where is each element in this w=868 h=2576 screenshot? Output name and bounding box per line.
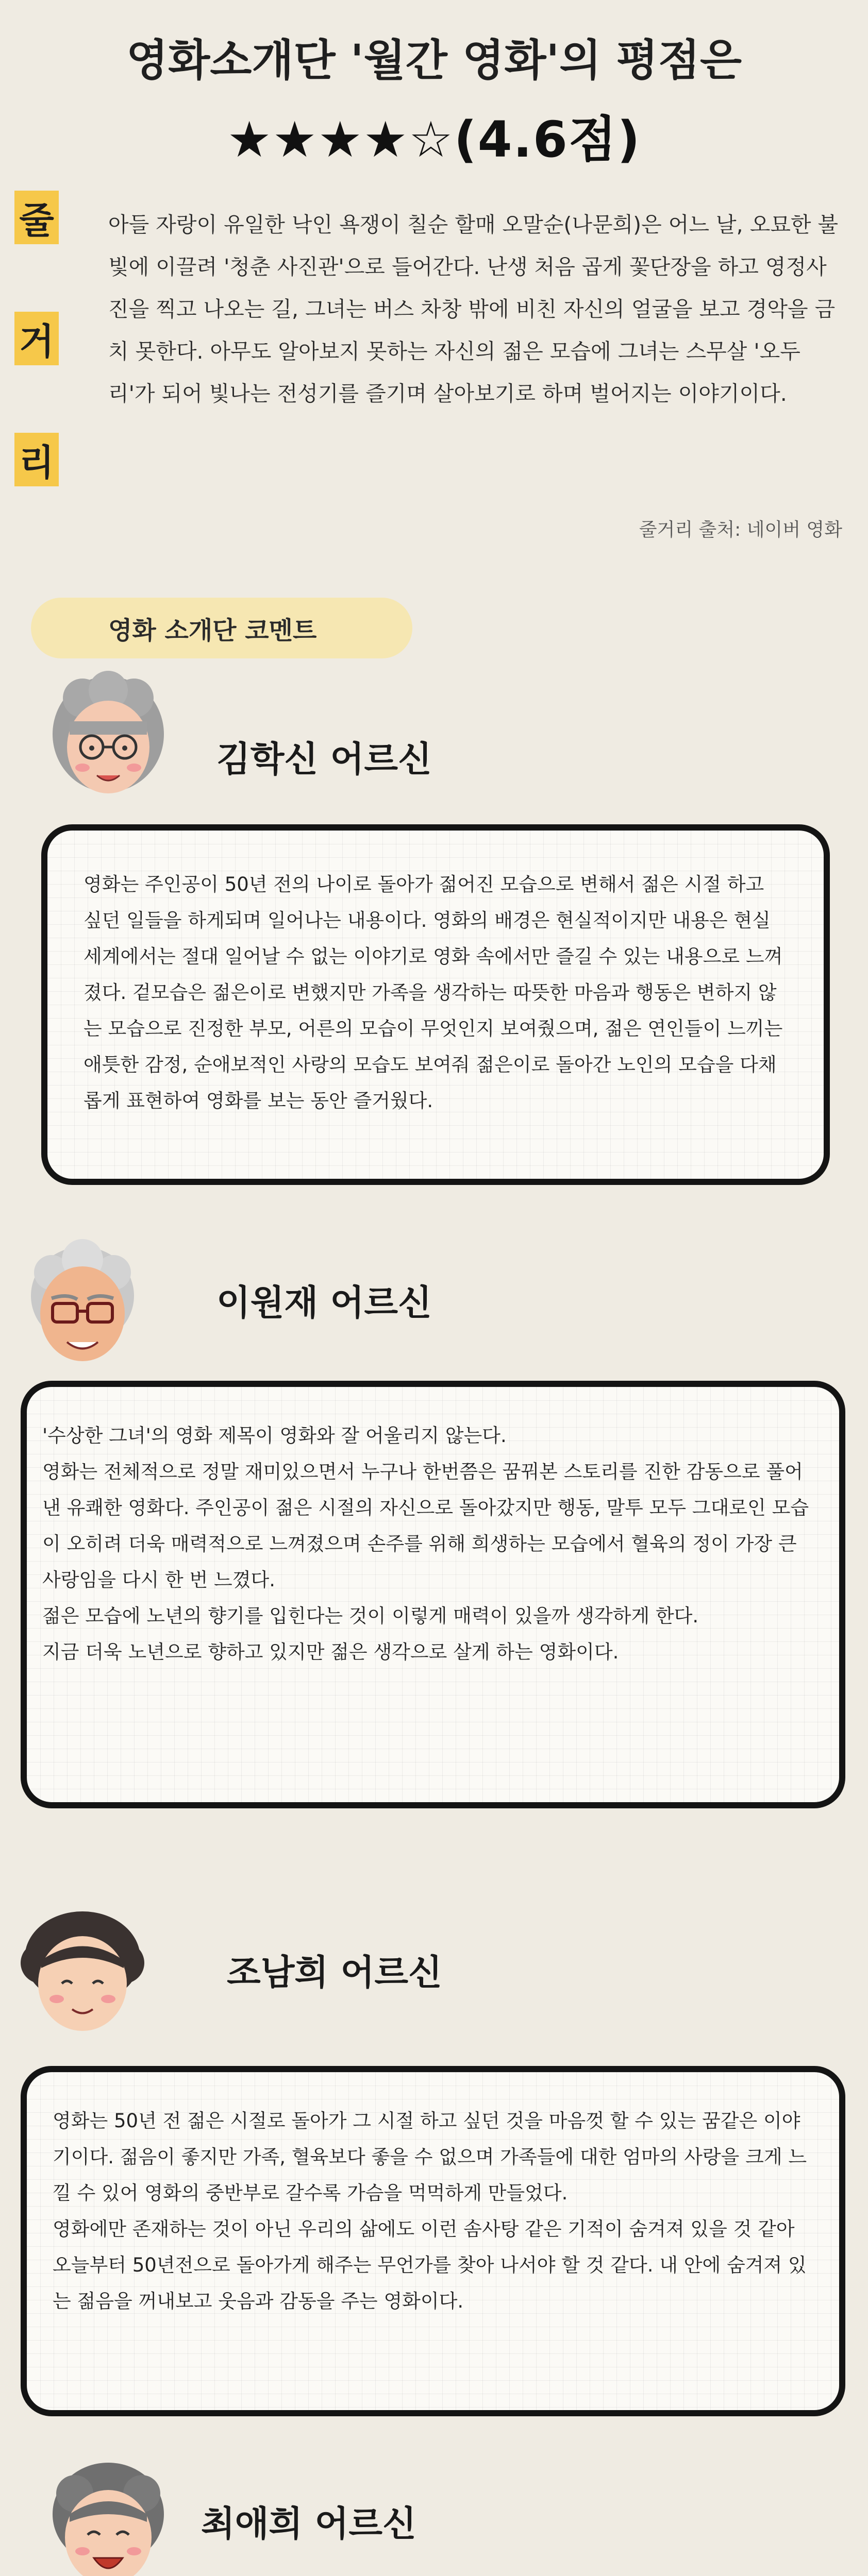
avatar-grandmother-smiling-icon — [21, 1906, 144, 2045]
rating-score: (4.6점) — [454, 111, 641, 168]
synopsis-label-char-3: 리 — [14, 433, 59, 486]
comment-card — [41, 824, 830, 1185]
comment-card — [21, 1381, 845, 1808]
commenter-name: 김학신 어르신 — [216, 739, 432, 780]
comment-text: 영화는 50년 전 젊은 시절로 돌아가 그 시절 하고 싶던 것을 마음껏 할 수 있는 꿈같은 이야기이다. 젊음이 좋지만 가족, 혈육보다 좋을 수 없으며 가족들에 대한 엄마의 사랑을 크게 느낄 수 있어 영화의 중반부로 갈수록 가슴을 먹먹하게 만들었다. 영화에만 존재하는 것이 아닌 우리의 삶에도 이런 솜사탕 같은 기적이 숨겨져 있을 것 같아 오늘부터 50년전으로 돌아가게 해주는 무언가를 찾아 나서야 할 것 같다. 내 안에 숨겨져 있는 젊음을 꺼내보고 웃음과 감동을 주는 영화이다. — [53, 2110, 807, 2312]
commenter-name: 최애희 어르신 — [201, 2504, 416, 2545]
synopsis-text: 아들 자랑이 유일한 낙인 욕쟁이 칠순 할매 오말순(나문희)은 어느 날, 오묘한 불빛에 이끌려 '청춘 사진관'으로 들어간다. 난생 처음 곱게 꽃단장을 하고 영정사진을 찍고 나오는 길, 그녀는 버스 차창 밖에 비친 자신의 얼굴을 보고 경악을 금치 못한다. 아무도 알아보지 못하는 자신의 젊은 모습에 그녀는 스무살 '오두리'가 되어 빛나는 전성기를 즐기며 살아보기로 하며 벌어지는 이야기이다. — [108, 212, 839, 406]
avatar-grandmother-glasses-icon — [46, 670, 170, 809]
avatar-grandmother-laughing-icon — [46, 2458, 170, 2576]
section-label: 영화 소개단 코멘트 — [31, 598, 412, 658]
commenter-name: 이원재 어르신 — [216, 1283, 432, 1324]
rating-stars: ★★★★☆ — [227, 111, 454, 168]
synopsis-label-char-1: 줄 — [14, 191, 59, 244]
comment-text: 영화는 주인공이 50년 전의 나이로 돌아가 젊어진 모습으로 변해서 젊은 시절 하고 싶던 일들을 하게되며 일어나는 내용이다. 영화의 배경은 현실적이지만 내용은 현실 세계에서는 절대 일어날 수 없는 이야기로 영화 속에서만 즐길 수 있는 내용으로 느껴졌다. 겉모습은 젊은이로 변했지만 가족을 생각하는 따뜻한 마음과 행동은 변하지 않는 모습으로 진정한 부모, 어른의 모습이 무엇인지 보여줬으며, 젊은 연인들이 느끼는 애틋한 감정, 순애보적인 사랑의 모습도 보여줘 젊은이로 돌아간 노인의 모습을 다채롭게 표현하여 영화를 보는 동안 즐거웠다. — [84, 873, 783, 1112]
rating — [0, 100, 868, 171]
page-title: 영화소개단 '월간 영화'의 평점은 — [126, 35, 742, 86]
comment-text: '수상한 그녀'의 영화 제목이 영화와 잘 어울리지 않는다. 영화는 전체적으로 정말 재미있으면서 누구나 한번쯤은 꿈꿔본 스토리를 진한 감동으로 풀어낸 유쾌한 영화다. 주인공이 젊은 시절의 자신으로 돌아갔지만 행동, 말투 모두 그대로인 모습이 오히려 더욱 매력적으로 느껴졌으며 손주를 위해 희생하는 모습에서 혈육의 정이 가장 큰 사랑임을 다시 한 번 느꼈다. 젊은 모습에 노년의 향기를 입힌다는 것이 이렇게 매력이 있을까 생각하게 한다. 지금 더욱 노년으로 향하고 있지만 젊은 생각으로 살게 하는 영화이다. — [42, 1425, 809, 1663]
synopsis-label-char-2: 거 — [14, 312, 59, 365]
comment-card — [21, 2066, 845, 2416]
commenter-name: 조남희 어르신 — [227, 1953, 442, 1993]
synopsis-source: 줄거리 출처: 네이버 영화 — [639, 519, 842, 540]
avatar-grandfather-glasses-icon — [21, 1236, 144, 1376]
